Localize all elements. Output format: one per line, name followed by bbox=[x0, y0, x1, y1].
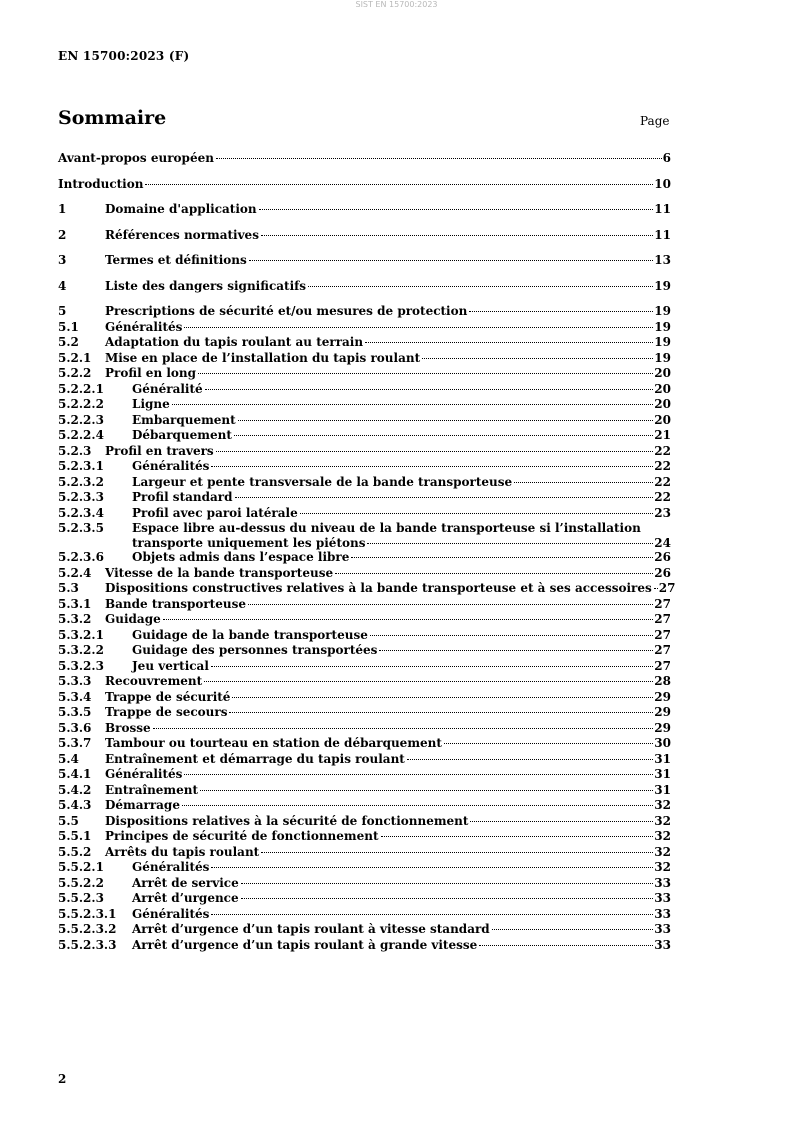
dot-leader bbox=[145, 184, 653, 185]
dot-leader bbox=[379, 650, 653, 651]
dot-leader bbox=[241, 898, 654, 899]
toc-entry-page: 22 bbox=[654, 443, 671, 458]
toc-entry-label: Arrêt d’urgence bbox=[132, 891, 239, 905]
toc-entry[interactable] bbox=[58, 705, 671, 721]
toc-entry[interactable] bbox=[58, 767, 671, 783]
toc-entry[interactable] bbox=[58, 783, 671, 799]
toc-entry[interactable] bbox=[58, 413, 671, 429]
toc-entry-page: 6 bbox=[662, 151, 671, 165]
toc-entry-page: 31 bbox=[654, 751, 671, 766]
toc-entry-label: Objets admis dans l’espace libre bbox=[132, 550, 350, 564]
toc-entry-label: Profil standard bbox=[132, 490, 233, 504]
toc-entry-page: 33 bbox=[654, 937, 671, 952]
toc-entry-number: 5.5.2 bbox=[58, 844, 92, 859]
toc-entry-label: Arrêt de service bbox=[132, 875, 239, 890]
toc-entry-number: 5.5.2.3 bbox=[58, 891, 104, 905]
dot-leader bbox=[351, 557, 653, 558]
toc-entry[interactable] bbox=[58, 506, 671, 522]
toc-entry[interactable] bbox=[58, 752, 671, 768]
toc-entry-label: Entraînement et démarrage du tapis roulant bbox=[105, 751, 405, 766]
toc-entry-label: Avant-propos européen bbox=[58, 151, 214, 165]
toc-entry-label: Généralités bbox=[132, 459, 210, 473]
dot-leader bbox=[261, 235, 653, 236]
dot-leader bbox=[172, 404, 654, 405]
toc-entry-page: 33 bbox=[654, 906, 671, 921]
toc-entry-label: Tambour ou tourteau en station de débarquement bbox=[105, 736, 442, 750]
toc-entry-label: Profil en travers bbox=[105, 443, 214, 458]
toc-entry-page: 20 bbox=[654, 366, 671, 380]
toc-entry[interactable] bbox=[58, 521, 671, 550]
toc-entry-page: 33 bbox=[654, 922, 671, 936]
toc-entry-page: 22 bbox=[654, 490, 671, 504]
toc-entry-number: 5.2.3.6 bbox=[58, 550, 104, 564]
toc-entry[interactable] bbox=[58, 228, 671, 244]
toc-entry-page: 26 bbox=[654, 550, 671, 564]
dot-leader bbox=[241, 883, 654, 884]
toc-entry[interactable] bbox=[58, 721, 671, 737]
toc-entry-number: 5.5 bbox=[58, 813, 79, 828]
toc-entry-page: 30 bbox=[654, 736, 671, 750]
toc-entry-label: Introduction bbox=[58, 176, 144, 191]
dot-leader bbox=[492, 929, 654, 930]
dot-leader bbox=[216, 451, 654, 452]
toc-entry-page: 10 bbox=[654, 176, 671, 191]
toc-entry-page: 20 bbox=[654, 412, 671, 427]
toc-entry-number: 5.3.3 bbox=[58, 674, 92, 688]
toc-entry-number: 5.4.1 bbox=[58, 767, 92, 781]
toc-entry[interactable] bbox=[58, 279, 671, 295]
dot-leader bbox=[204, 681, 653, 682]
dot-leader bbox=[422, 358, 653, 359]
toc-entry-number: 5.4.3 bbox=[58, 798, 92, 812]
dot-leader bbox=[407, 759, 653, 760]
dot-leader bbox=[163, 619, 654, 620]
dot-leader bbox=[229, 712, 653, 713]
toc-entry-label: Généralité bbox=[132, 381, 203, 396]
toc-entry-label: Guidage bbox=[105, 612, 161, 626]
dot-leader bbox=[335, 573, 653, 574]
toc-entry-number: 5.3.2.2 bbox=[58, 643, 104, 657]
toc-entry[interactable] bbox=[58, 690, 671, 706]
toc-entry-page: 20 bbox=[654, 397, 671, 411]
toc-entry-number: 5.3.7 bbox=[58, 736, 92, 750]
toc-entry-label: Trappe de secours bbox=[105, 705, 228, 719]
toc-entry-label: Références normatives bbox=[105, 227, 259, 242]
toc-entry-label: Dispositions relatives à la sécurité de fonctionnement bbox=[105, 813, 469, 828]
toc-entry-label: Généralités bbox=[132, 906, 210, 921]
toc-entry-number: 5.2.3.1 bbox=[58, 459, 104, 473]
dot-leader bbox=[365, 342, 653, 343]
toc-entry[interactable] bbox=[58, 612, 671, 628]
toc-entry-page: 32 bbox=[654, 844, 671, 859]
toc-entry-number: 5.4 bbox=[58, 751, 79, 766]
toc-entry-number: 5.2.4 bbox=[58, 565, 92, 580]
toc-entry-number: 5.4.2 bbox=[58, 782, 92, 797]
toc-entry-page: 19 bbox=[654, 335, 671, 349]
toc-entry-page: 32 bbox=[654, 860, 671, 874]
toc-entry-number: 5.5.2.3.3 bbox=[58, 937, 117, 952]
toc-entry-label: Dispositions constructives relatives à la bande transporteuse et à ses accessoires bbox=[105, 581, 652, 595]
toc-entry[interactable] bbox=[58, 253, 671, 269]
toc-entry[interactable] bbox=[58, 643, 671, 659]
toc-entry[interactable] bbox=[58, 798, 671, 814]
toc-entry-label: Bande transporteuse bbox=[105, 596, 246, 611]
toc-entry-page: 32 bbox=[654, 798, 671, 812]
toc-entry[interactable] bbox=[58, 891, 671, 907]
toc-entry[interactable] bbox=[58, 151, 671, 167]
toc-entry-label: Vitesse de la bande transporteuse bbox=[105, 565, 334, 580]
toc-entry-label: Entraînement bbox=[105, 782, 199, 797]
toc-entry[interactable] bbox=[58, 202, 671, 218]
toc-entry-number: 4 bbox=[58, 278, 67, 293]
dot-leader bbox=[654, 588, 658, 589]
toc-entry[interactable] bbox=[58, 550, 671, 566]
dot-leader bbox=[200, 790, 653, 791]
toc-entry-page: 13 bbox=[654, 253, 671, 267]
toc-entry-number: 5.5.2.1 bbox=[58, 860, 104, 874]
toc-entry-label: Espace libre au-dessus du niveau de la bande transporteuse si l’installation bbox=[132, 521, 671, 536]
toc-entry-page: 19 bbox=[654, 319, 671, 334]
toc-entry-page: 19 bbox=[654, 350, 671, 365]
toc-entry-label: Mise en place de l’installation du tapis roulant bbox=[105, 350, 421, 365]
toc-entry-number: 5.2.3.5 bbox=[58, 521, 104, 535]
dot-leader bbox=[470, 821, 653, 822]
toc-entry-page: 32 bbox=[654, 829, 671, 843]
dot-leader bbox=[308, 286, 653, 287]
toc-entry-page: 24 bbox=[654, 536, 671, 550]
toc-entry-label: Guidage de la bande transporteuse bbox=[132, 627, 368, 642]
toc-entry-page: 27 bbox=[654, 658, 671, 673]
toc-entry-label: Généralités bbox=[105, 319, 183, 334]
toc-entry-number: 5.3.5 bbox=[58, 705, 92, 719]
toc-entry-number: 5.2.2.3 bbox=[58, 412, 104, 427]
toc-entry-page: 27 bbox=[654, 627, 671, 642]
dot-leader bbox=[211, 466, 653, 467]
toc-entry-number: 5.3.1 bbox=[58, 596, 92, 611]
toc-entry-label: Profil avec paroi latérale bbox=[132, 505, 298, 520]
toc-entry-label: Profil en long bbox=[105, 366, 197, 380]
dot-leader bbox=[367, 543, 653, 544]
toc-entry-page: 29 bbox=[654, 689, 671, 704]
toc-entry-number: 5.5.2.3.1 bbox=[58, 906, 117, 921]
toc-entry[interactable] bbox=[58, 659, 671, 675]
toc-entry-page: 32 bbox=[654, 813, 671, 828]
dot-leader bbox=[261, 852, 653, 853]
dot-leader bbox=[248, 604, 653, 605]
toc-entry-number: 1 bbox=[58, 202, 67, 216]
dot-leader bbox=[444, 743, 653, 744]
toc-entry-label: Prescriptions de sécurité et/ou mesures de protection bbox=[105, 304, 468, 318]
dot-leader bbox=[234, 435, 653, 436]
toc-entry-page: 22 bbox=[654, 474, 671, 489]
toc-entry-label: Recouvrement bbox=[105, 674, 203, 688]
toc-entry-page: 31 bbox=[654, 782, 671, 797]
toc-entry[interactable] bbox=[58, 674, 671, 690]
toc-entry-label: Domaine d'application bbox=[105, 202, 257, 216]
toc-entry[interactable] bbox=[58, 320, 671, 336]
toc-entry-number: 5.5.2.2 bbox=[58, 875, 104, 890]
toc-entry-page: 21 bbox=[654, 428, 671, 442]
toc-entry-number: 5.2.2.4 bbox=[58, 428, 104, 442]
toc-entry-page: 11 bbox=[654, 202, 671, 216]
toc-entry[interactable] bbox=[58, 860, 671, 876]
toc-entry-page: 22 bbox=[654, 459, 671, 473]
dot-leader bbox=[198, 373, 653, 374]
toc-entry[interactable] bbox=[58, 845, 671, 861]
dot-leader bbox=[211, 914, 653, 915]
toc-entry[interactable] bbox=[58, 581, 676, 597]
toc-entry-label: Principes de sécurité de fonctionnement bbox=[105, 829, 379, 843]
table-of-contents bbox=[58, 151, 676, 953]
dot-leader bbox=[216, 158, 662, 159]
toc-entry[interactable] bbox=[58, 907, 671, 923]
document-id: EN 15700:2023 (F) bbox=[58, 49, 190, 63]
toc-entry-label: Débarquement bbox=[132, 428, 232, 442]
dot-leader bbox=[259, 209, 654, 210]
toc-entry-page: 26 bbox=[654, 565, 671, 580]
toc-entry-label: transporte uniquement les piétons bbox=[132, 536, 366, 550]
dot-leader bbox=[370, 635, 653, 636]
dot-leader bbox=[514, 482, 653, 483]
toc-entry-label: Guidage des personnes transportées bbox=[132, 643, 378, 657]
toc-entry-number: 5.3.4 bbox=[58, 689, 92, 704]
toc-entry-number: 5.2.2.1 bbox=[58, 381, 104, 396]
dot-leader bbox=[300, 513, 654, 514]
toc-entry-number: 5.3.2 bbox=[58, 612, 92, 626]
toc-entry[interactable] bbox=[58, 177, 671, 193]
toc-entry-page: 29 bbox=[654, 720, 671, 735]
toc-entry[interactable] bbox=[58, 475, 671, 491]
page-column-heading: Page bbox=[640, 114, 670, 128]
dot-leader bbox=[479, 945, 653, 946]
toc-entry-number: 5.3 bbox=[58, 581, 79, 595]
toc-entry-number: 5.3.2.1 bbox=[58, 627, 104, 642]
toc-entry[interactable] bbox=[58, 459, 671, 475]
toc-entry-page: 29 bbox=[654, 705, 671, 719]
toc-entry[interactable] bbox=[58, 814, 671, 830]
toc-entry-label: Généralités bbox=[132, 860, 210, 874]
toc-title: Sommaire bbox=[58, 107, 167, 129]
toc-entry-number: 3 bbox=[58, 253, 67, 267]
dot-leader bbox=[235, 497, 654, 498]
toc-entry-number: 5.2.1 bbox=[58, 350, 92, 365]
dot-leader bbox=[469, 311, 653, 312]
toc-entry[interactable] bbox=[58, 922, 671, 938]
dot-leader bbox=[381, 836, 654, 837]
toc-entry-number: 5 bbox=[58, 304, 67, 318]
toc-entry-page: 11 bbox=[654, 227, 671, 242]
dot-leader bbox=[211, 666, 653, 667]
dot-leader bbox=[182, 805, 653, 806]
toc-entry-page: 27 bbox=[654, 643, 671, 657]
toc-entry-label: Démarrage bbox=[105, 798, 180, 812]
toc-entry-number: 5.2.3.4 bbox=[58, 505, 104, 520]
dot-leader bbox=[232, 697, 653, 698]
toc-entry[interactable] bbox=[58, 736, 671, 752]
dot-leader bbox=[184, 774, 653, 775]
toc-entry-page: 27 bbox=[654, 612, 671, 626]
toc-entry-page: 31 bbox=[654, 767, 671, 781]
toc-entry[interactable] bbox=[58, 597, 671, 613]
toc-entry[interactable] bbox=[58, 382, 671, 398]
toc-entry[interactable] bbox=[58, 876, 671, 892]
toc-entry-page: 19 bbox=[654, 278, 671, 293]
toc-entry-label: Arrêts du tapis roulant bbox=[105, 844, 260, 859]
toc-entry-number: 5.3.6 bbox=[58, 720, 92, 735]
dot-leader bbox=[211, 867, 653, 868]
toc-entry-label: Généralités bbox=[105, 767, 183, 781]
toc-entry[interactable] bbox=[58, 397, 671, 413]
toc-entry[interactable] bbox=[58, 335, 671, 351]
toc-entry-page: 33 bbox=[654, 891, 671, 905]
toc-entry-page: 28 bbox=[654, 674, 671, 688]
toc-entry-page: 27 bbox=[654, 596, 671, 611]
dot-leader bbox=[238, 420, 654, 421]
toc-entry[interactable] bbox=[58, 566, 671, 582]
toc-entry-number: 5.2.3.2 bbox=[58, 474, 104, 489]
page-number: 2 bbox=[58, 1072, 67, 1086]
toc-entry-page: 23 bbox=[654, 505, 671, 520]
toc-entry[interactable] bbox=[58, 490, 671, 506]
toc-entry[interactable] bbox=[58, 304, 671, 320]
watermark-text: SIST EN 15700:2023 bbox=[355, 0, 438, 9]
dot-leader bbox=[249, 260, 654, 261]
toc-entry-number: 5.5.1 bbox=[58, 829, 92, 843]
toc-entry-label: Liste des dangers significatifs bbox=[105, 278, 307, 293]
toc-entry[interactable] bbox=[58, 829, 671, 845]
toc-entry[interactable] bbox=[58, 351, 671, 367]
toc-entry-page: 33 bbox=[654, 875, 671, 890]
toc-entry-page: 19 bbox=[654, 304, 671, 318]
toc-entry-number: 2 bbox=[58, 227, 67, 242]
toc-entry-number: 5.2.2 bbox=[58, 366, 92, 380]
toc-entry-label: Embarquement bbox=[132, 412, 236, 427]
toc-entry-label: Arrêt d’urgence d’un tapis roulant à vitesse standard bbox=[132, 922, 490, 936]
toc-entry-label: Largeur et pente transversale de la bande transporteuse bbox=[132, 474, 513, 489]
toc-entry-number: 5.2.3.3 bbox=[58, 490, 104, 504]
toc-entry-label: Adaptation du tapis roulant au terrain bbox=[105, 335, 364, 349]
toc-entry-number: 5.2.2.2 bbox=[58, 397, 104, 411]
dot-leader bbox=[153, 728, 654, 729]
dot-leader bbox=[184, 327, 653, 328]
toc-entry-number: 5.2.3 bbox=[58, 443, 92, 458]
toc-entry-number: 5.5.2.3.2 bbox=[58, 922, 117, 936]
toc-entry-label: Arrêt d’urgence d’un tapis roulant à grande vitesse bbox=[132, 937, 478, 952]
toc-entry-number: 5.1 bbox=[58, 319, 79, 334]
toc-entry-number: 5.3.2.3 bbox=[58, 658, 104, 673]
toc-entry-page: 20 bbox=[654, 381, 671, 396]
toc-entry-label: Trappe de sécurité bbox=[105, 689, 231, 704]
dot-leader bbox=[205, 389, 654, 390]
toc-entry[interactable] bbox=[58, 366, 671, 382]
toc-entry-label: Termes et définitions bbox=[105, 253, 247, 267]
toc-entry[interactable] bbox=[58, 444, 671, 460]
toc-entry-label: Ligne bbox=[132, 397, 170, 411]
toc-entry-label: Jeu vertical bbox=[132, 658, 209, 673]
toc-entry-page: 27 bbox=[658, 581, 676, 595]
toc-entry[interactable] bbox=[58, 628, 671, 644]
toc-entry[interactable] bbox=[58, 938, 671, 954]
toc-entry[interactable] bbox=[58, 428, 671, 444]
toc-entry-label: Brosse bbox=[105, 720, 151, 735]
toc-entry-number: 5.2 bbox=[58, 335, 79, 349]
